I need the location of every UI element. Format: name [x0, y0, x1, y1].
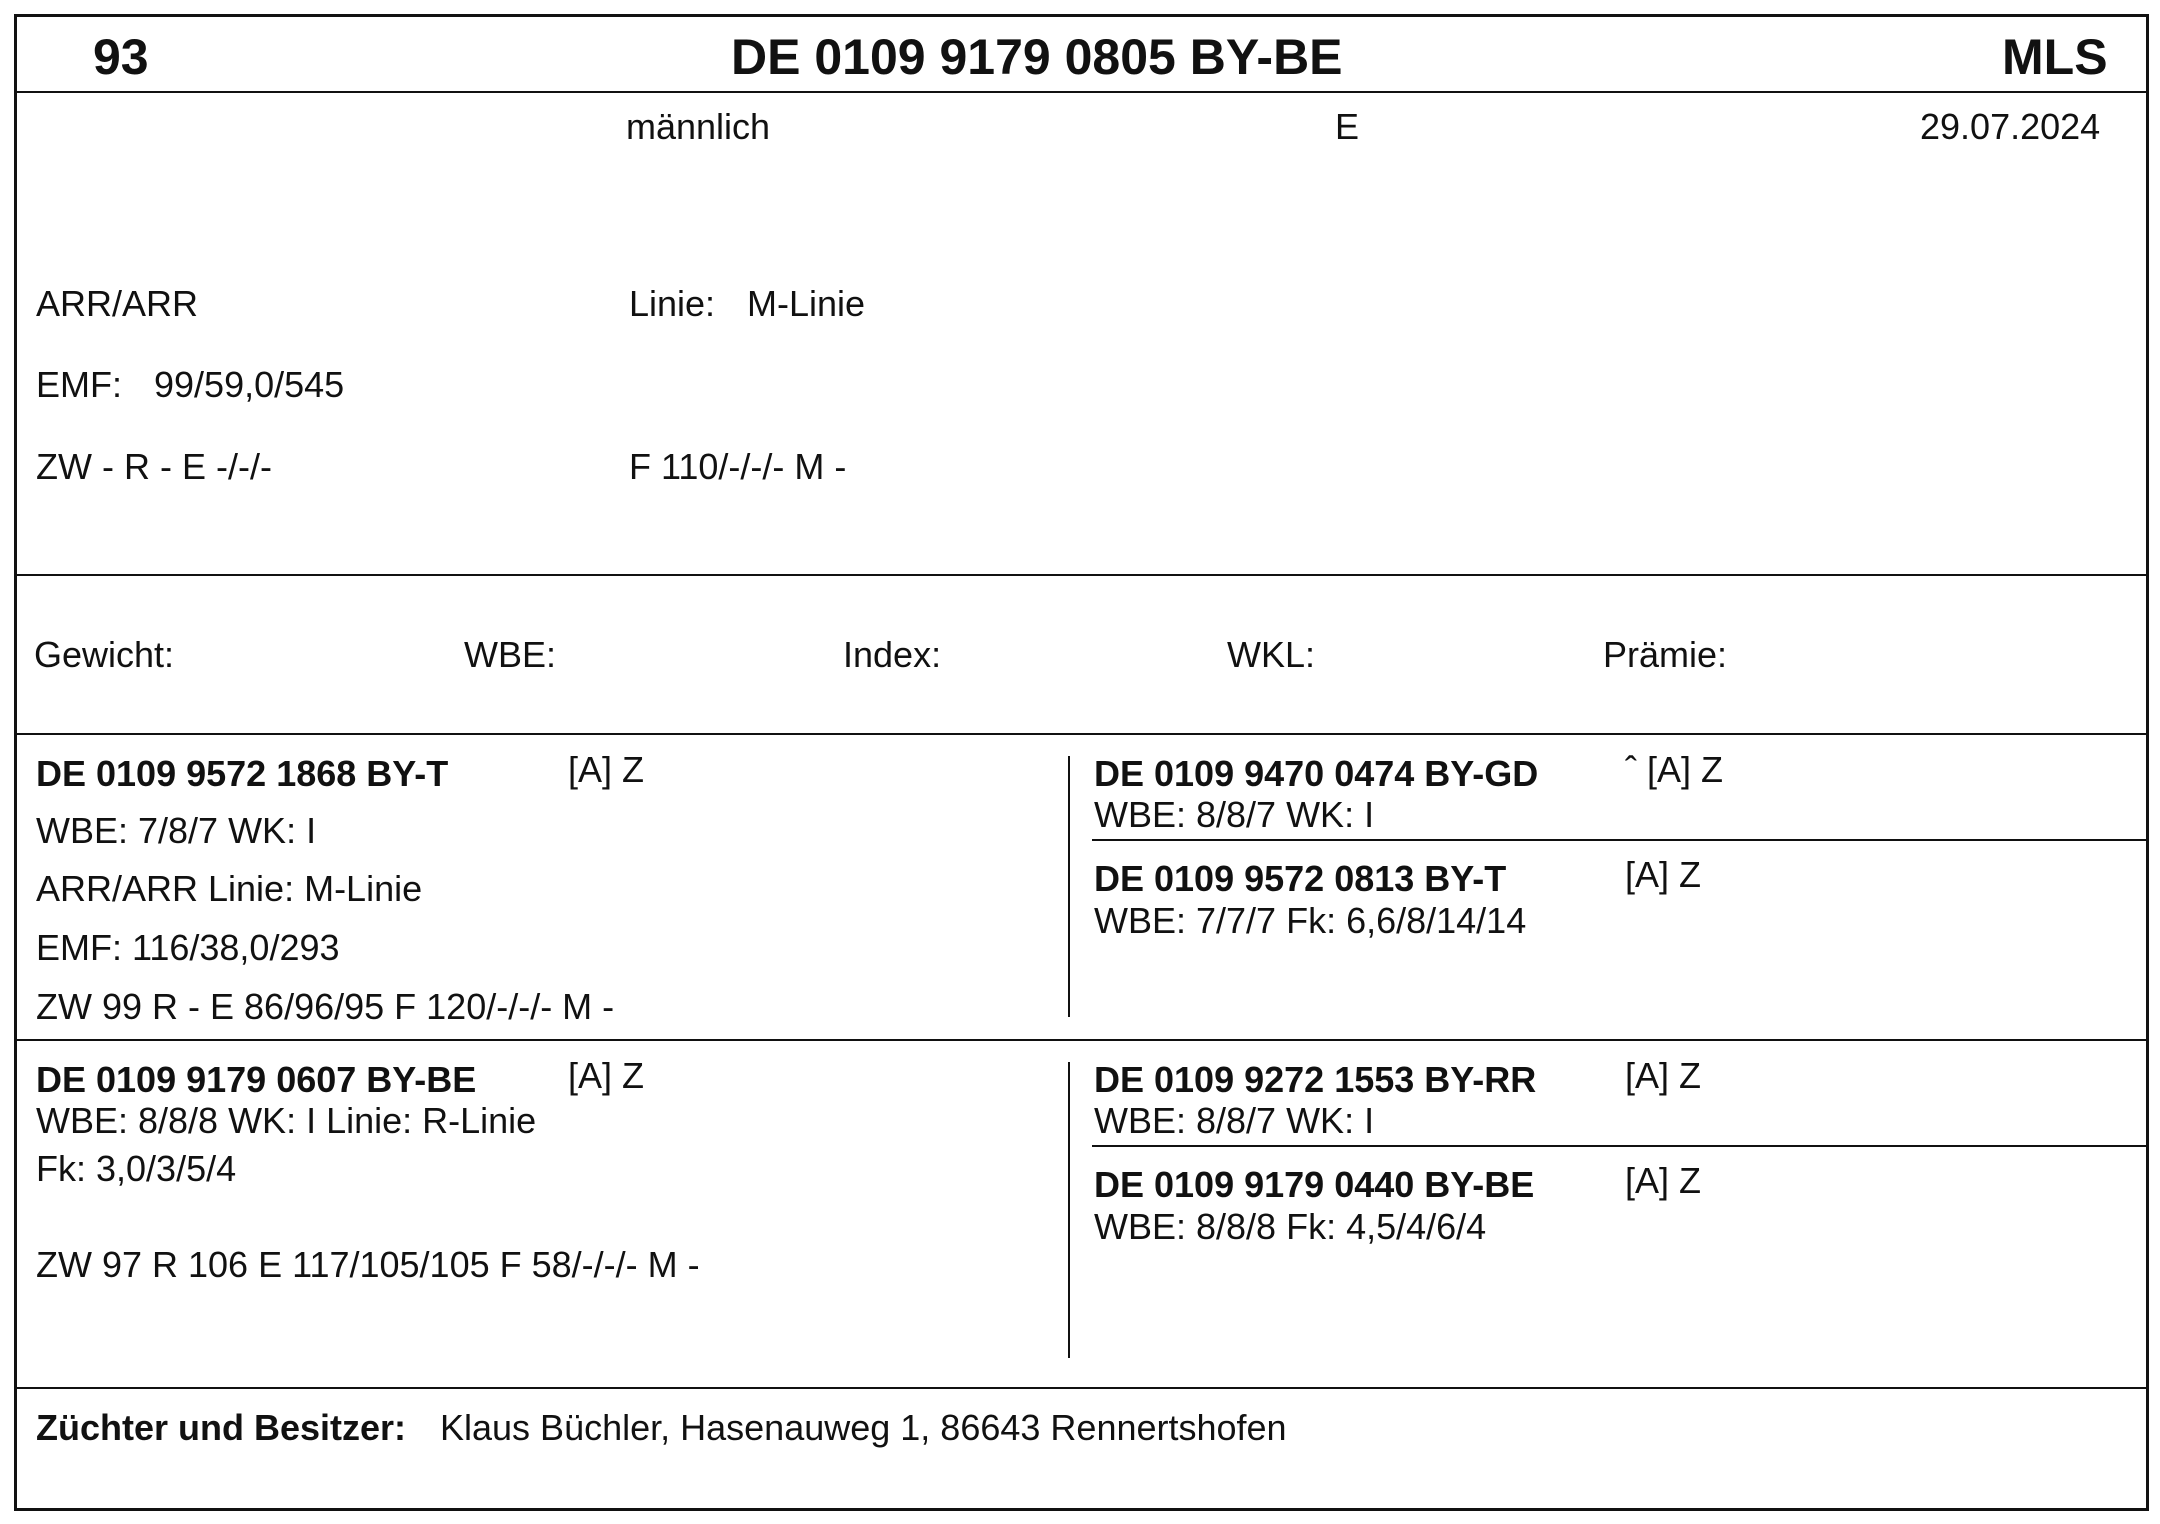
- dam-sire-flags: [A] Z: [1625, 1055, 1702, 1096]
- sire-dam-id: DE 0109 9572 0813 BY-T: [1094, 858, 1507, 899]
- sire-zw: ZW 99 R - E 86/96/95 F 120/-/-/- M -: [36, 986, 615, 1027]
- class: E: [1335, 106, 1360, 147]
- divider-footer: [14, 1387, 2149, 1389]
- divider-dam-grandparents: [1092, 1145, 2149, 1147]
- breeder-owner-value: Klaus Büchler, Hasenauweg 1, 86643 Rennertshofen: [440, 1407, 1287, 1448]
- dam-fk: Fk: 3,0/3/5/4: [36, 1148, 237, 1189]
- wkl-label: WKL:: [1227, 634, 1316, 675]
- sire-flags: [A] Z: [568, 749, 645, 790]
- divider-parents: [14, 1039, 2149, 1041]
- sire-sire-flags: ˆ [A] Z: [1625, 749, 1723, 790]
- line-value: M-Linie: [747, 283, 866, 324]
- sire-id: DE 0109 9572 1868 BY-T: [36, 753, 449, 794]
- divider-sire-column: [1068, 756, 1070, 1017]
- sire-emf: EMF: 116/38,0/293: [36, 927, 340, 968]
- dam-dam-detail: WBE: 8/8/8 Fk: 4,5/4/6/4: [1094, 1206, 1487, 1247]
- dam-sire-id: DE 0109 9272 1553 BY-RR: [1094, 1059, 1537, 1100]
- premium-label: Prämie:: [1603, 634, 1728, 675]
- sire-wbe: WBE: 7/8/7 WK: I: [36, 810, 317, 851]
- breeder-owner-label: Züchter und Besitzer:: [36, 1407, 407, 1448]
- index-label: Index:: [843, 634, 942, 675]
- dam-dam-id: DE 0109 9179 0440 BY-BE: [1094, 1164, 1535, 1205]
- emf-value: 99/59,0/545: [154, 364, 345, 405]
- breed-code: MLS: [2002, 29, 2108, 85]
- wbe-label: WBE:: [464, 634, 557, 675]
- sire-line: ARR/ARR Linie: M-Linie: [36, 868, 423, 909]
- f-line: F 110/-/-/- M -: [629, 446, 847, 487]
- weight-label: Gewicht:: [34, 634, 175, 675]
- eye-color: ARR/ARR: [36, 283, 199, 324]
- sire-sire-detail: WBE: 8/8/7 WK: I: [1094, 794, 1375, 835]
- line-label: Linie:: [629, 283, 716, 324]
- dam-dam-flags: [A] Z: [1625, 1160, 1702, 1201]
- date: 29.07.2024: [1920, 106, 2101, 147]
- emf-label: EMF:: [36, 364, 122, 405]
- zw-line: ZW - R - E -/-/-: [36, 446, 272, 487]
- divider-ratings: [14, 733, 2149, 735]
- divider-sire-grandparents: [1092, 839, 2149, 841]
- dam-flags: [A] Z: [568, 1055, 645, 1096]
- divider-header: [14, 91, 2149, 93]
- dam-zw: ZW 97 R 106 E 117/105/105 F 58/-/-/- M -: [36, 1244, 700, 1285]
- divider-dam-column: [1068, 1062, 1070, 1358]
- sire-dam-detail: WBE: 7/7/7 Fk: 6,6/8/14/14: [1094, 900, 1527, 941]
- divider-info: [14, 574, 2149, 576]
- dam-wbe: WBE: 8/8/8 WK: I Linie: R-Linie: [36, 1100, 537, 1141]
- dam-sire-detail: WBE: 8/8/7 WK: I: [1094, 1100, 1375, 1141]
- catalog-number: 93: [93, 29, 149, 85]
- sire-sire-id: DE 0109 9470 0474 BY-GD: [1094, 753, 1539, 794]
- sex: männlich: [626, 106, 771, 147]
- ring-id: DE 0109 9179 0805 BY-BE: [731, 29, 1343, 85]
- sire-dam-flags: [A] Z: [1625, 854, 1702, 895]
- dam-id: DE 0109 9179 0607 BY-BE: [36, 1059, 477, 1100]
